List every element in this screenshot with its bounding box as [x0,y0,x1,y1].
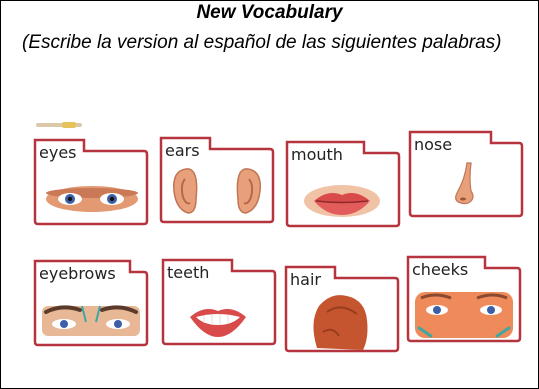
vocab-word: eyebrows [39,264,116,283]
vocab-card-cheeks [405,252,523,344]
decorative-strip [36,120,82,130]
vocab-word: ears [165,141,200,160]
vocab-card-nose [407,127,525,219]
vocab-word: eyes [39,143,77,162]
cheeks-icon [405,252,523,344]
vocab-card-ears [158,133,276,225]
vocab-card-teeth [160,255,278,347]
eyes-icon [32,135,150,227]
teeth-icon [160,255,278,347]
vocab-card-eyebrows [32,256,150,348]
ears-icon [158,133,276,225]
page-title: New Vocabulary [196,2,343,23]
mouth-icon [284,137,402,229]
vocab-word: teeth [167,263,210,282]
vocab-word: cheeks [412,260,469,279]
instructions-text: (Escribe la version al español de las siguientes palabras) [22,32,502,53]
vocab-word: nose [414,135,453,154]
eyebrows-icon [32,256,150,348]
vocab-card-mouth [284,137,402,229]
nose-icon [407,127,525,219]
vocab-word: hair [290,270,321,289]
vocab-card-eyes [32,135,150,227]
vocab-word: mouth [291,145,343,164]
vocab-card-hair [283,262,401,354]
hair-icon [283,262,401,354]
